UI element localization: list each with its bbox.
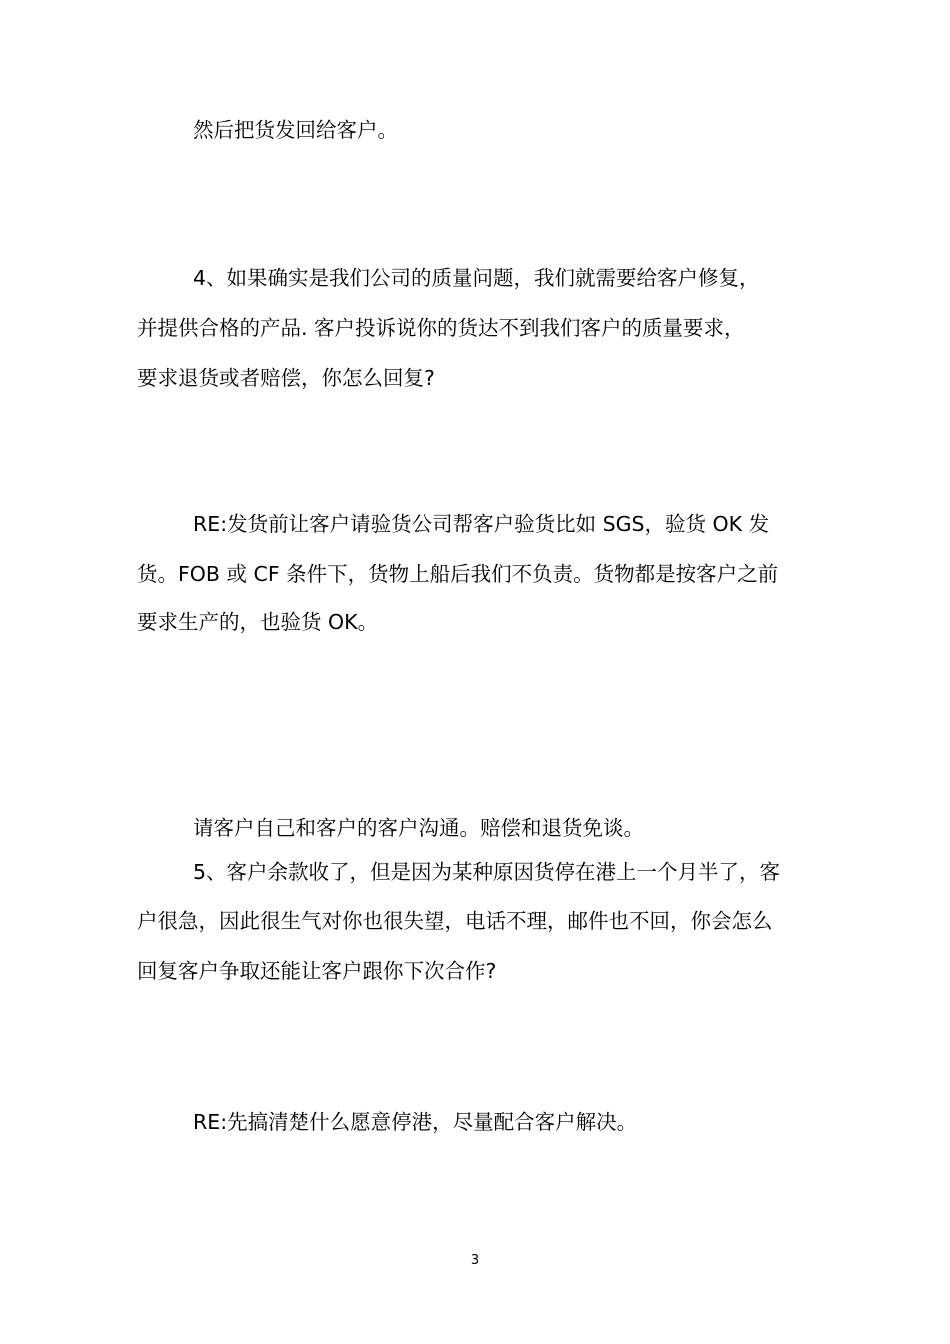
answer-4-line: RE:发货前让客户请验货公司帮客户验货比如 SGS，验货 OK 发: [193, 512, 770, 536]
answer-5-line: RE:先搞清楚什么愿意停港，尽量配合客户解决。: [193, 1110, 638, 1134]
question-5-line: 回复客户争取还能让客户跟你下次合作?: [137, 959, 497, 983]
question-4-line: 要求退货或者赔偿，你怎么回复?: [137, 366, 435, 390]
page-number: 3: [470, 1253, 480, 1268]
answer-4-line: 货。FOB 或 CF 条件下，货物上船后我们不负责。货物都是按客户之前: [137, 562, 779, 586]
question-4-line: 4、如果确实是我们公司的质量问题，我们就需要给客户修复，: [193, 266, 760, 290]
answer-4-line: 请客户自己和客户的客户沟通。赔偿和退货免谈。: [193, 816, 644, 840]
paragraph-line: 然后把货发回给客户。: [193, 118, 398, 142]
question-4-line: 并提供合格的产品. 客户投诉说你的货达不到我们客户的质量要求，: [137, 316, 745, 340]
question-5-line: 5、客户余款收了，但是因为某种原因货停在港上一个月半了，客: [193, 860, 781, 884]
question-5-line: 户很急，因此很生气对你也很失望，电话不理，邮件也不回，你会怎么: [137, 909, 773, 933]
answer-4-line: 要求生产的，也验货 OK。: [137, 610, 379, 634]
